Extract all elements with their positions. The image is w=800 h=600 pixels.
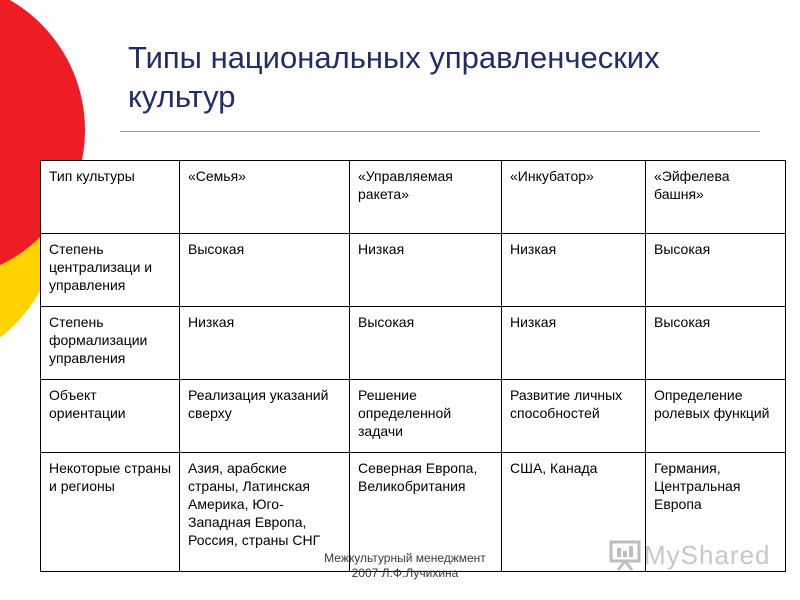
- table-cell: Высокая: [350, 307, 502, 380]
- culture-types-table: [40, 160, 786, 572]
- table-row: [41, 307, 786, 380]
- title-divider: [120, 131, 760, 132]
- presentation-board-icon: [608, 538, 642, 572]
- table-cell: Германия, Центральная Европа: [646, 453, 786, 572]
- table-cell: Высокая: [646, 234, 786, 307]
- table-cell: «Эйфелева башня»: [646, 161, 786, 234]
- table-cell: Низкая: [502, 234, 646, 307]
- table-cell: Северная Европа, Великобритания: [350, 453, 502, 572]
- table-cell: Азия, арабские страны, Латинская Америка, Юго-Западная Европа, Россия, страны СНГ: [180, 453, 350, 572]
- table-cell: Реализация указаний сверху: [180, 380, 350, 453]
- page-title: Типы национальных управленческих культур: [128, 40, 660, 114]
- table-cell: Высокая: [180, 234, 350, 307]
- myshared-watermark: [608, 536, 778, 576]
- table-row: [41, 380, 786, 453]
- table-cell: Низкая: [502, 307, 646, 380]
- table-cell: США, Канада: [502, 453, 646, 572]
- slide-footer: [300, 551, 510, 581]
- table-cell: Определение ролевых функций: [646, 380, 786, 453]
- table-cell: «Семья»: [180, 161, 350, 234]
- table-cell: Степень централизаци и управления: [41, 234, 180, 307]
- table-cell: Решение определенной задачи: [350, 380, 502, 453]
- table-row: [41, 234, 786, 307]
- footer-course: Межкультурный менеджмент: [324, 551, 486, 565]
- table-cell: Высокая: [646, 307, 786, 380]
- footer-author: 2007 Л.Ф.Лучихина: [351, 566, 459, 580]
- table-cell: Низкая: [180, 307, 350, 380]
- table-cell: Тип культуры: [41, 161, 180, 234]
- table-cell: «Инкубатор»: [502, 161, 646, 234]
- table-cell: «Управляемая ракета»: [350, 161, 502, 234]
- table-cell: Развитие личных способностей: [502, 380, 646, 453]
- table-row: [41, 161, 786, 234]
- table-cell: Степень формализации управления: [41, 307, 180, 380]
- table-cell: Некоторые страны и регионы: [41, 453, 180, 572]
- watermark-text: MyShared: [644, 540, 771, 570]
- table-cell: Объект ориентации: [41, 380, 180, 453]
- table-cell: Низкая: [350, 234, 502, 307]
